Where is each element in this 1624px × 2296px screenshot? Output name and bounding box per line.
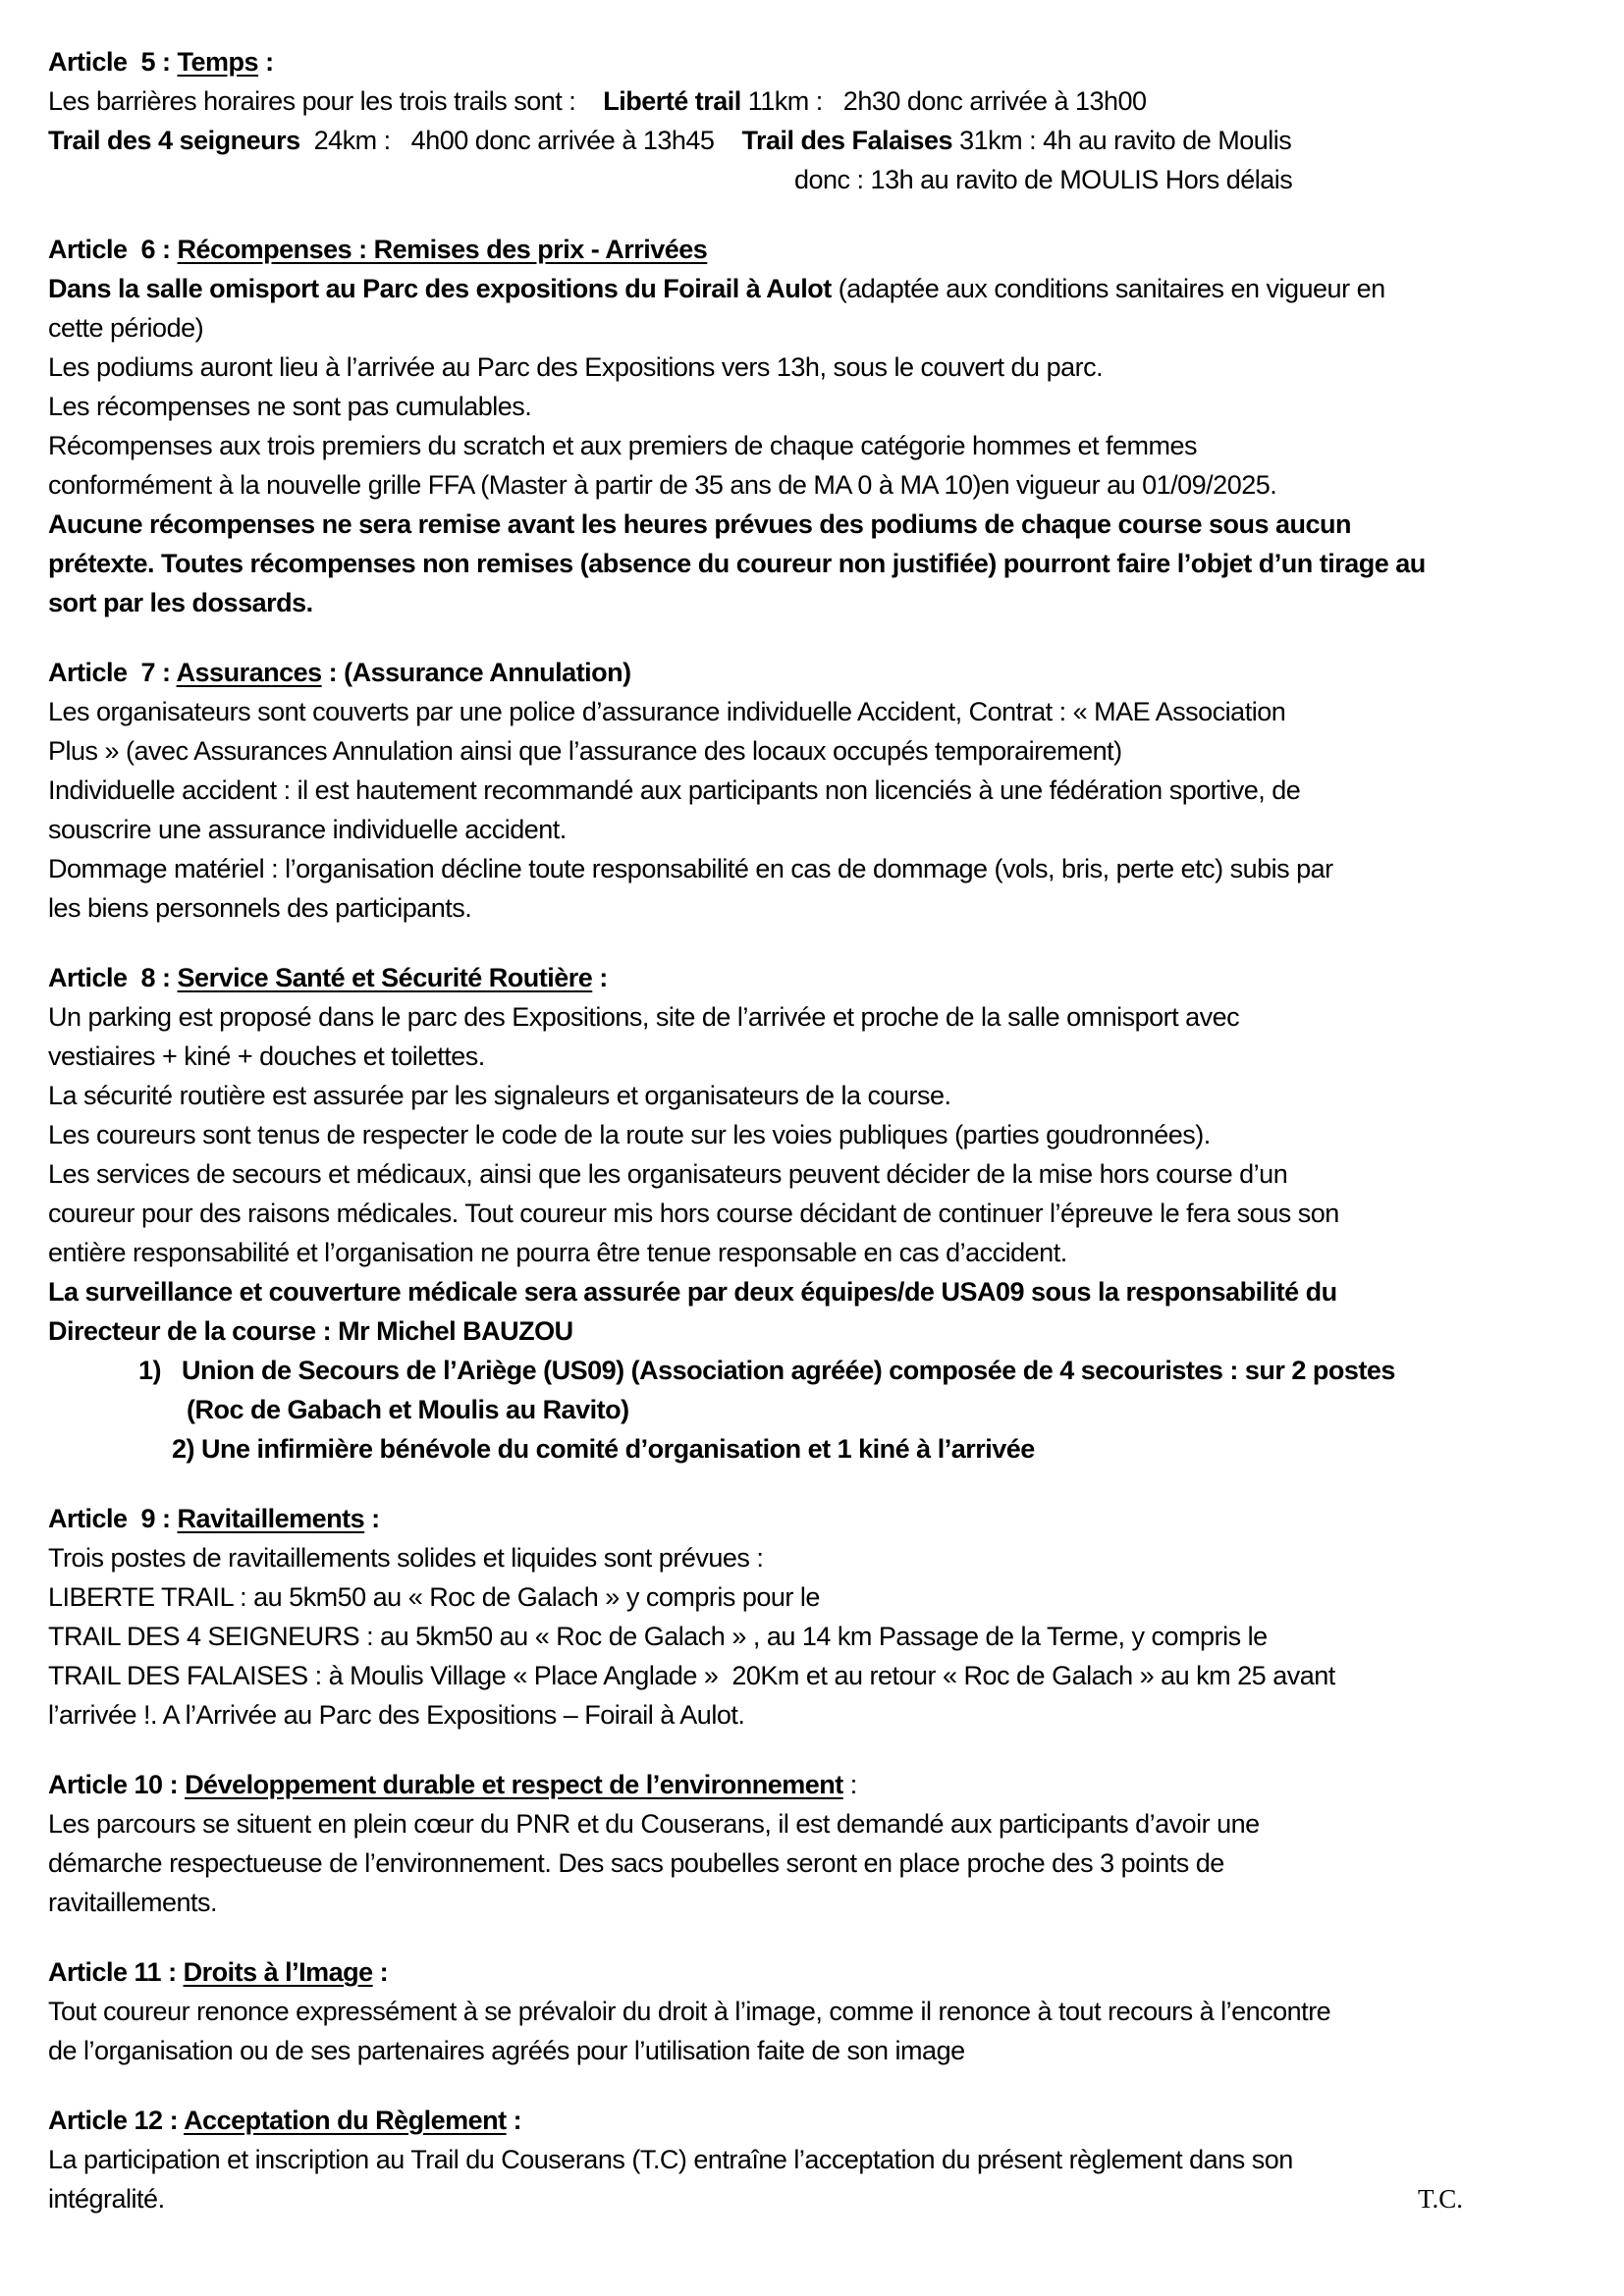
heading-title: Droits à l’Image bbox=[183, 1957, 373, 1987]
heading-suffix: : bbox=[372, 1957, 389, 1987]
text-run: 24km : 4h00 donc arrivée à 13h45 bbox=[299, 126, 742, 155]
heading-suffix: : bbox=[842, 1770, 857, 1799]
heading-prefix: Article 11 : bbox=[48, 1957, 184, 1987]
article-8 bbox=[48, 958, 1576, 1468]
bold-run: Trail des Falaises bbox=[741, 126, 953, 155]
heading-prefix: Article 8 : bbox=[48, 963, 178, 992]
heading-prefix: Article 7 : bbox=[48, 658, 177, 687]
article-8-line-9 bbox=[48, 1311, 1576, 1351]
article-9-line-2 bbox=[48, 1577, 1576, 1617]
text-run: TRAIL DES 4 SEIGNEURS : au 5km50 au « Roc de Galach » , au 14 km Passage de la Terme, y compris le bbox=[48, 1622, 1268, 1651]
text-run: Les podiums auront lieu à l’arrivée au Parc des Expositions vers 13h, sous le couvert du parc. bbox=[48, 352, 1104, 382]
article-11-line-2 bbox=[48, 2031, 1576, 2070]
heading-title: Service Santé et Sécurité Routière bbox=[177, 963, 593, 992]
text-run: 11km : 2h30 donc arrivée à 13h00 bbox=[740, 86, 1147, 116]
article-12-line-2 bbox=[48, 2179, 1576, 2218]
text-run: Individuelle accident : il est hautement recommandé aux participants non licenciés à une fédération sportive, de bbox=[48, 775, 1301, 805]
article-9-heading bbox=[48, 1499, 1576, 1538]
bold-run: (Roc de Gabach et Moulis au Ravito) bbox=[187, 1395, 629, 1424]
article-8-list-item-1 bbox=[138, 1351, 1576, 1390]
article-10-heading bbox=[48, 1765, 1576, 1804]
article-7-line-3 bbox=[48, 771, 1576, 810]
article-8-line-7 bbox=[48, 1233, 1576, 1272]
article-10-line-3 bbox=[48, 1883, 1576, 1922]
bold-run: Aucune récompenses ne sera remise avant les heures prévues des podiums de chaque course sous aucun bbox=[48, 509, 1352, 539]
article-8-list-item-1-continued bbox=[187, 1390, 1576, 1429]
article-7-line-1 bbox=[48, 692, 1576, 731]
heading-suffix: : bbox=[258, 47, 274, 77]
heading-prefix: Article 12 : bbox=[48, 2106, 185, 2135]
heading-title: Assurances bbox=[176, 658, 322, 687]
heading-title: Ravitaillements bbox=[177, 1504, 365, 1533]
article-7-line-2 bbox=[48, 731, 1576, 771]
article-9-line-4 bbox=[48, 1656, 1576, 1695]
text-run: Les services de secours et médicaux, ainsi que les organisateurs peuvent décider de la mise hors course d’un bbox=[48, 1159, 1288, 1189]
text-run: La participation et inscription au Trail du Couserans (T.C) entraîne l’acceptation du présent règlement dans son bbox=[48, 2145, 1293, 2174]
text-run: Plus » (avec Assurances Annulation ainsi que l’assurance des locaux occupés temporairement) bbox=[48, 736, 1122, 766]
heading-suffix: : (Assurance Annulation) bbox=[321, 658, 631, 687]
article-5-line-2 bbox=[48, 121, 1576, 160]
bold-run: prétexte. Toutes récompenses non remises (absence du coureur non justifiée) pourront faire l’objet d’un tirage au bbox=[48, 549, 1426, 578]
article-7-line-6 bbox=[48, 888, 1576, 928]
article-6-line-5 bbox=[48, 426, 1576, 465]
text-run: entière responsabilité et l’organisation ne pourra être tenue responsable en cas d’accident. bbox=[48, 1238, 1067, 1267]
article-11-line-1 bbox=[48, 1992, 1576, 2031]
article-7-line-5 bbox=[48, 849, 1576, 888]
bold-run: Dans la salle omisport au Parc des expositions du Foirail à Aulot bbox=[48, 274, 832, 303]
article-11 bbox=[48, 1952, 1576, 2070]
article-7 bbox=[48, 653, 1576, 928]
article-8-list-item-2 bbox=[172, 1429, 1576, 1468]
heading-title: Développement durable et respect de l’environnement bbox=[185, 1770, 843, 1799]
text-run: souscrire une assurance individuelle accident. bbox=[48, 815, 567, 844]
article-5-heading bbox=[48, 42, 1576, 81]
bold-run: La surveillance et couverture médicale sera assurée par deux équipes/de USA09 sous la responsabilité du bbox=[48, 1277, 1337, 1307]
text-run: Trois postes de ravitaillements solides et liquides sont prévues : bbox=[48, 1543, 764, 1573]
article-8-line-2 bbox=[48, 1037, 1576, 1076]
text-run: Les récompenses ne sont pas cumulables. bbox=[48, 392, 532, 421]
article-9 bbox=[48, 1499, 1576, 1735]
text-run: démarche respectueuse de l’environnement. Des sacs poubelles seront en place proche des 3 points de bbox=[48, 1848, 1224, 1878]
article-6-heading bbox=[48, 230, 1576, 269]
heading-prefix: Article 9 : bbox=[48, 1504, 178, 1533]
text-run: donc : 13h au ravito de MOULIS Hors délais bbox=[794, 165, 1293, 194]
article-12 bbox=[48, 2101, 1576, 2218]
article-8-line-1 bbox=[48, 997, 1576, 1037]
heading-title: Récompenses : Remises des prix - Arrivées bbox=[177, 235, 708, 264]
article-12-line-1 bbox=[48, 2140, 1576, 2179]
text-run: Dommage matériel : l’organisation décline toute responsabilité en cas de dommage (vols, bris, perte etc) subis par bbox=[48, 854, 1333, 883]
article-8-line-6 bbox=[48, 1194, 1576, 1233]
article-6-line-8 bbox=[48, 544, 1576, 583]
text-run: intégralité. bbox=[48, 2184, 165, 2214]
heading-suffix: : bbox=[506, 2106, 522, 2135]
article-10-line-2 bbox=[48, 1843, 1576, 1883]
article-6-line-6 bbox=[48, 465, 1576, 505]
article-8-heading bbox=[48, 958, 1576, 997]
article-8-line-5 bbox=[48, 1154, 1576, 1194]
heading-prefix: Article 6 : bbox=[48, 235, 178, 264]
text-run: les biens personnels des participants. bbox=[48, 893, 472, 923]
text-run: Les organisateurs sont couverts par une police d’assurance individuelle Accident, Contrat : « MAE Association bbox=[48, 697, 1286, 726]
article-6-line-7 bbox=[48, 505, 1576, 544]
article-6-line-3 bbox=[48, 347, 1576, 387]
bold-run: 1) Union de Secours de l’Ariège (US09) (Association agréée) composée de 4 secouristes : sur 2 postes bbox=[138, 1356, 1395, 1385]
text-run: de l’organisation ou de ses partenaires agréés pour l’utilisation faite de son image bbox=[48, 2036, 965, 2065]
heading-suffix: : bbox=[364, 1504, 380, 1533]
text-run: Les barrières horaires pour les trois trails sont : bbox=[48, 86, 604, 116]
article-9-line-5 bbox=[48, 1695, 1576, 1735]
article-11-heading bbox=[48, 1952, 1576, 1992]
text-run: TRAIL DES FALAISES : à Moulis Village « Place Anglade » 20Km et au retour « Roc de Galach » au km 25 avant bbox=[48, 1661, 1335, 1690]
text-run: 31km : 4h au ravito de Moulis bbox=[952, 126, 1292, 155]
bold-run: Liberté trail bbox=[603, 86, 741, 116]
article-7-line-4 bbox=[48, 810, 1576, 849]
article-7-heading bbox=[48, 653, 1576, 692]
bold-run: 2) Une infirmière bénévole du comité d’organisation et 1 kiné à l’arrivée bbox=[172, 1434, 1035, 1464]
article-6-line-9 bbox=[48, 583, 1576, 622]
article-10 bbox=[48, 1765, 1576, 1922]
text-run: l’arrivée !. A l’Arrivée au Parc des Expositions – Foirail à Aulot. bbox=[48, 1700, 745, 1730]
article-9-line-3 bbox=[48, 1617, 1576, 1656]
text-run: cette période) bbox=[48, 313, 204, 343]
text-run: LIBERTE TRAIL : au 5km50 au « Roc de Galach » y compris pour le bbox=[48, 1582, 820, 1612]
article-6-line-4 bbox=[48, 387, 1576, 426]
article-6-line-1 bbox=[48, 269, 1576, 308]
article-5-line-3 bbox=[794, 160, 1576, 199]
heading-title: Temps bbox=[177, 47, 259, 77]
text-run: conformément à la nouvelle grille FFA (Master à partir de 35 ans de MA 0 à MA 10)en vigueur au 01/09/2025. bbox=[48, 470, 1277, 500]
text-run: (adaptée aux conditions sanitaires en vigueur en bbox=[831, 274, 1385, 303]
text-run: Récompenses aux trois premiers du scratch et aux premiers de chaque catégorie hommes et femmes bbox=[48, 431, 1198, 460]
article-8-line-3 bbox=[48, 1076, 1576, 1115]
bold-run: Directeur de la course : Mr Michel BAUZOU bbox=[48, 1316, 573, 1346]
text-run: vestiaires + kiné + douches et toilettes. bbox=[48, 1041, 485, 1071]
text-run: Un parking est proposé dans le parc des Expositions, site de l’arrivée et proche de la salle omnisport avec bbox=[48, 1002, 1240, 1032]
article-12-heading bbox=[48, 2101, 1576, 2140]
heading-suffix: : bbox=[592, 963, 608, 992]
heading-title: Acceptation du Règlement bbox=[184, 2106, 507, 2135]
article-6-line-2 bbox=[48, 308, 1576, 347]
text-run: Les coureurs sont tenus de respecter le code de la route sur les voies publiques (parties goudronnées). bbox=[48, 1120, 1211, 1149]
bold-run: sort par les dossards. bbox=[48, 588, 313, 617]
heading-prefix: Article 10 : bbox=[48, 1770, 186, 1799]
article-8-line-8 bbox=[48, 1272, 1576, 1311]
text-run: coureur pour des raisons médicales. Tout coureur mis hors course décidant de continuer l’épreuve le fera sous son bbox=[48, 1199, 1339, 1228]
text-run: La sécurité routière est assurée par les signaleurs et organisateurs de la course. bbox=[48, 1081, 951, 1110]
text-run: ravitaillements. bbox=[48, 1888, 218, 1917]
article-10-line-1 bbox=[48, 1804, 1576, 1843]
text-run: Les parcours se situent en plein cœur du PNR et du Couserans, il est demandé aux participants d’avoir une bbox=[48, 1809, 1260, 1839]
text-run: Tout coureur renonce expressément à se prévaloir du droit à l’image, comme il renonce à tout recours à l’encontre bbox=[48, 1997, 1331, 2026]
article-6 bbox=[48, 230, 1576, 622]
footer-initials: T.C. bbox=[1418, 2184, 1463, 2214]
article-5-line-1 bbox=[48, 81, 1576, 121]
heading-prefix: Article 5 : bbox=[48, 47, 178, 77]
article-5 bbox=[48, 42, 1576, 199]
bold-run: Trail des 4 seigneurs bbox=[48, 126, 300, 155]
article-9-line-1 bbox=[48, 1538, 1576, 1577]
article-8-line-4 bbox=[48, 1115, 1576, 1154]
